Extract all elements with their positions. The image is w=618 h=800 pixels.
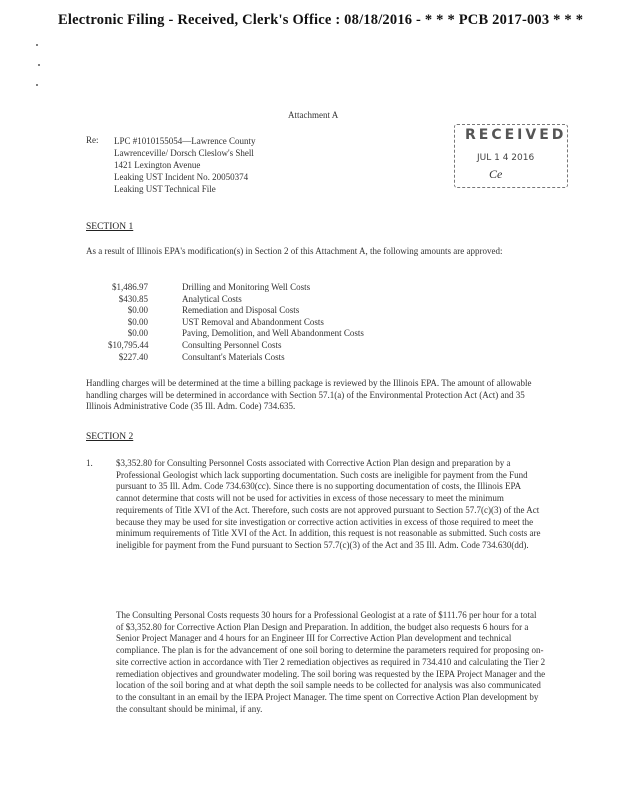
- cost-amount: $10,795.44: [108, 339, 149, 350]
- cost-amount: $0.00: [127, 328, 148, 339]
- cost-label: Consultant's Materials Costs: [182, 351, 285, 362]
- item-1-paragraph: $3,352.80 for Consulting Personnel Costs associated with Corrective Action Plan design and preparation by a Professional Geologist which lack supporting documentation. Such costs are ineligible for payment from the Fund pursuant to 35 Ill. Adm. Code 734.630(cc). Since there is no supporting documentation of costs, the Illinois EPA cannot determine that costs will not be used for activities in excess of those necessary to meet the minimum requirements of Title XVI of the Act. Therefore, such costs are not approved pursuant to Section 57.7(c)(3) of the Act because they may be used for site investigation or corrective action activities in excess of those required to meet the minimum requirements of Title XVI of the Act. In addition, this request is not reasonable as submitted. Such costs are ineligible for payment from the Fund pursuant to Section 57.7(c)(3) of the Act and 35 Ill. Adm. Code 734.630(dd).: [116, 458, 541, 550]
- stamp-date: JUL 1 4 2016: [477, 153, 535, 163]
- cost-row: [108, 352, 364, 364]
- re-line: Lawrenceville/ Dorsch Cleslow's Shell: [114, 148, 254, 158]
- approved-costs-list: [108, 282, 364, 363]
- electronic-filing-header: Electronic Filing - Received, Clerk's Office : 08/18/2016 - * * * PCB 2017-003 * * *: [58, 12, 584, 28]
- item-1-paragraph-2: The Consulting Personal Costs requests 30 hours for a Professional Geologist at a rate of $111.76 per hour for a total of $3,352.80 for Corrective Action Plan Design and Preparation. In addition, the budget also requests 6 hours for a Senior Project Manager and 4 hours for an Engineer III for Corrective Action Plan development and technical compliance. The plan is for the advancement of one soil boring to determine the parameters required for proposing on-site corrective action in accordance with Tier 2 remediation objectives as required in 734.410 and calculating the Tier 2 remediation objectives and groundwater modeling. The soil boring was requested by the IEPA Project Manager and the location of the soil boring and at what depth the soil sample needs to be collected for analysis was also communicated to the consultant in an email by the IEPA Project Manager. The time spent on Corrective Action Plan development by the consultant should be minimal, if any.: [116, 610, 546, 714]
- cost-label: Paving, Demolition, and Well Abandonment Costs: [182, 328, 364, 339]
- cost-label: Analytical Costs: [182, 293, 242, 304]
- cost-row: [108, 282, 364, 294]
- re-line: Leaking UST Incident No. 20050374: [114, 172, 249, 182]
- re-line: 1421 Lexington Avenue: [114, 160, 201, 170]
- handling-charges-paragraph: Handling charges will be determined at the time a billing package is reviewed by the Illinois EPA. The amount of allowable handling charges will be determined in accordance with Section 57.1(a) of the Environmental Protection Act (Act) and 35 Illinois Administrative Code (35 Ill. Adm. Code) 734.635.: [86, 378, 532, 411]
- cost-row: [108, 340, 364, 352]
- cost-amount: $0.00: [127, 316, 148, 327]
- cost-amount: $430.85: [118, 293, 148, 304]
- re-block: [114, 135, 255, 195]
- cost-row: [108, 328, 364, 340]
- received-stamp: [454, 124, 568, 188]
- section-2-heading: SECTION 2: [86, 432, 134, 442]
- cost-label: UST Removal and Abandonment Costs: [182, 316, 324, 327]
- stamp-initials: Ce: [489, 167, 503, 181]
- scan-speck: [38, 64, 40, 66]
- item-number: 1.: [86, 458, 93, 468]
- cost-amount: $1,486.97: [112, 282, 148, 292]
- re-label: Re:: [86, 135, 99, 145]
- scan-speck: [36, 44, 38, 46]
- section-1-intro: As a result of Illinois EPA's modification(s) in Section 2 of this Attachment A, the following amounts are approved:: [86, 246, 503, 256]
- re-line: LPC #1010155054—Lawrence County: [114, 136, 256, 146]
- cost-row: [108, 305, 364, 317]
- scan-speck: [36, 84, 38, 86]
- cost-row: [108, 317, 364, 329]
- cost-amount: $227.40: [118, 351, 148, 362]
- cost-row: [108, 294, 364, 306]
- cost-label: Remediation and Disposal Costs: [182, 305, 300, 316]
- stamp-title: RECEIVED: [465, 127, 567, 143]
- cost-label: Consulting Personnel Costs: [182, 339, 282, 350]
- section-1-heading: SECTION 1: [86, 222, 134, 232]
- attachment-title: Attachment A: [288, 110, 339, 120]
- cost-label: Drilling and Monitoring Well Costs: [182, 282, 311, 292]
- cost-amount: $0.00: [127, 305, 148, 316]
- re-line: Leaking UST Technical File: [114, 184, 216, 194]
